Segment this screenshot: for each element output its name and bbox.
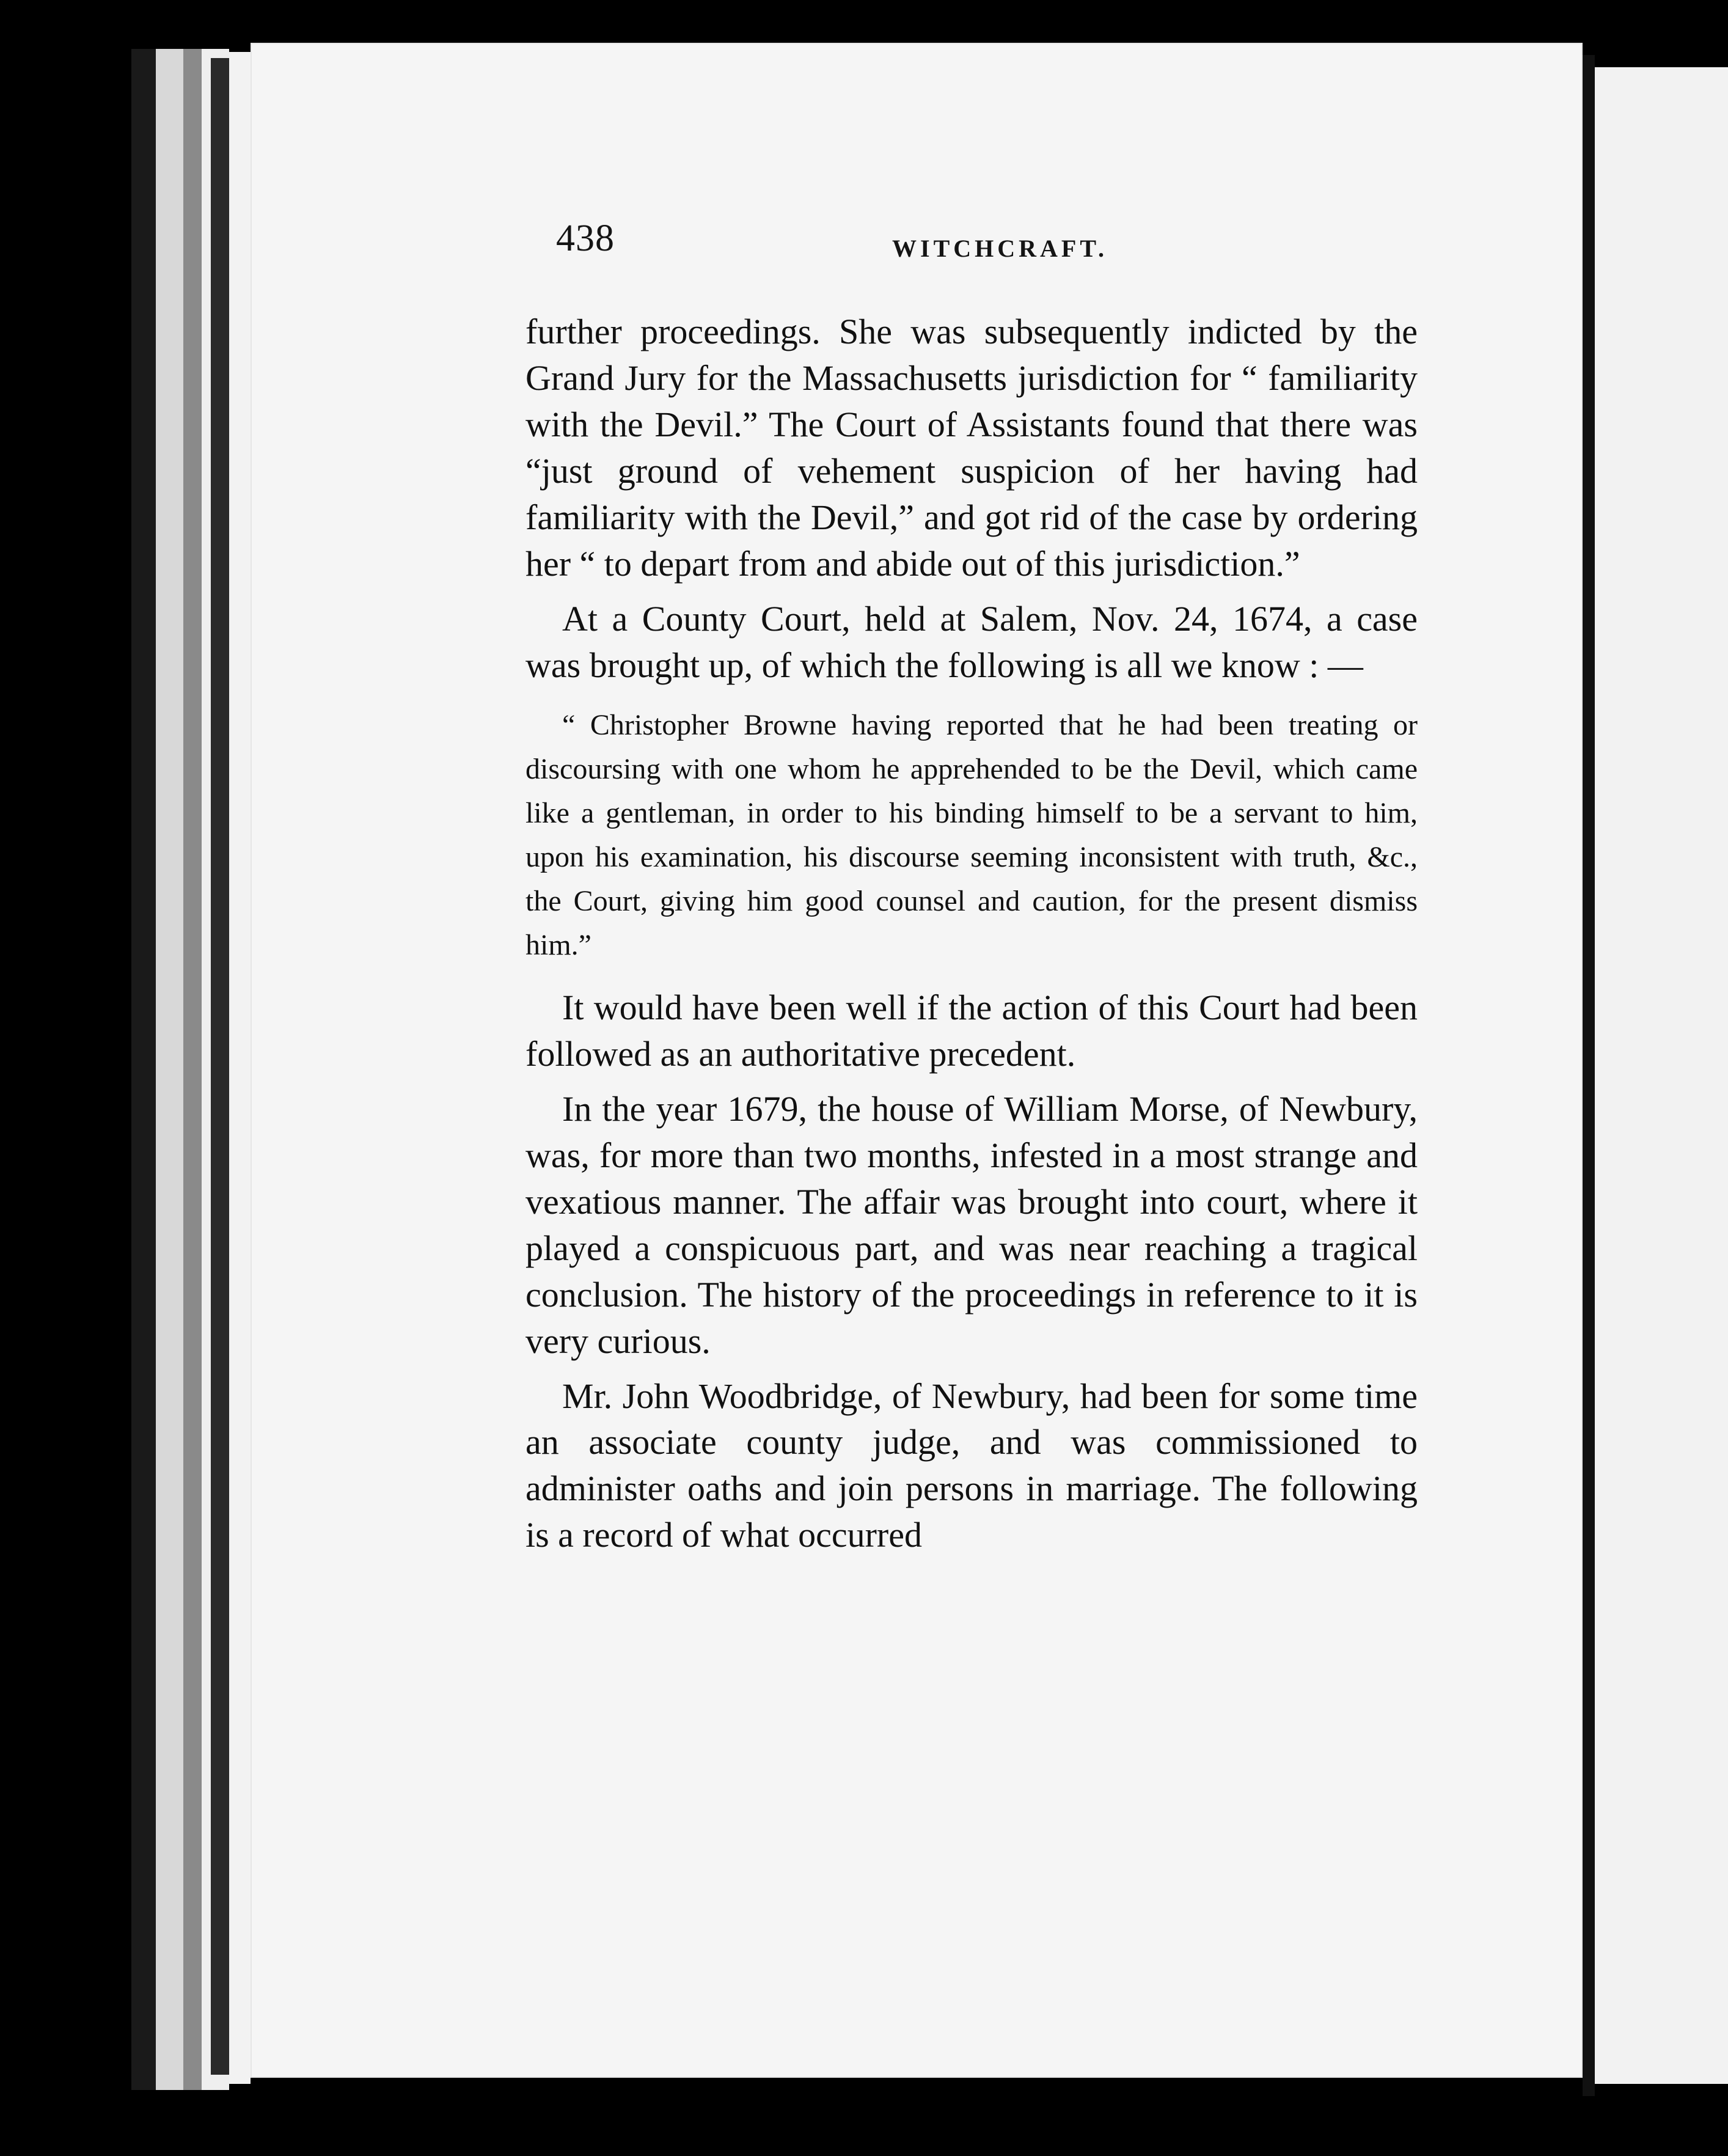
paragraph: further proceedings. She was subsequently indicted by the Grand Jury for the Massachusetts jurisdiction for “ familiarity with the Devil.” The Court of Assistants found that there was “just ground of vehement suspicion of her having had familiarity with the Devil,” and got rid of the case by ordering her “ to depart from and abide out of this jurisdiction.” xyxy=(525,312,1418,584)
paragraph: At a County Court, held at Salem, Nov. 24, 1674, a case was brought up, of which the following is all we know : — xyxy=(525,598,1418,685)
page-number: 438 xyxy=(556,218,615,259)
book-edge xyxy=(183,49,202,2090)
paragraph: It would have been well if the action of this Court had been followed as an authoritative precedent. xyxy=(525,987,1418,1074)
book-edge xyxy=(211,58,229,2075)
running-head xyxy=(556,217,1411,284)
book-edge xyxy=(229,52,251,2084)
block-quote: “ Christopher Browne having reported that he had been treating or discoursing with one whom he apprehended to be the Devil, which came like a gentleman, in order to his binding himself to be a servant to him, upon his examination, his discourse seeming inconsistent with truth, &c., the Court, giving him good counsel and caution, for the present dismiss him.” xyxy=(525,708,1418,961)
paragraph: In the year 1679, the house of William Morse, of Newbury, was, for more than two months, infested in a most strange and vexatious manner. The affair was brought into court, where it played a conspicuous part, and was near reaching a tragical conclusion. The history of the proceedings in reference to it is very curious. xyxy=(525,1088,1418,1361)
page-body xyxy=(525,309,1418,1567)
paragraph: Mr. John Woodbridge, of Newbury, had been for some time an associate county judge, and was commissioned to administer oaths and join persons in marriage. The following is a record of what occurred xyxy=(525,1376,1418,1555)
book-edge xyxy=(156,49,183,2090)
running-title: WITCHCRAFT. xyxy=(892,235,1108,262)
book-gutter xyxy=(1583,55,1595,2096)
facing-page xyxy=(1595,67,1728,2084)
book-edge xyxy=(131,49,156,2090)
